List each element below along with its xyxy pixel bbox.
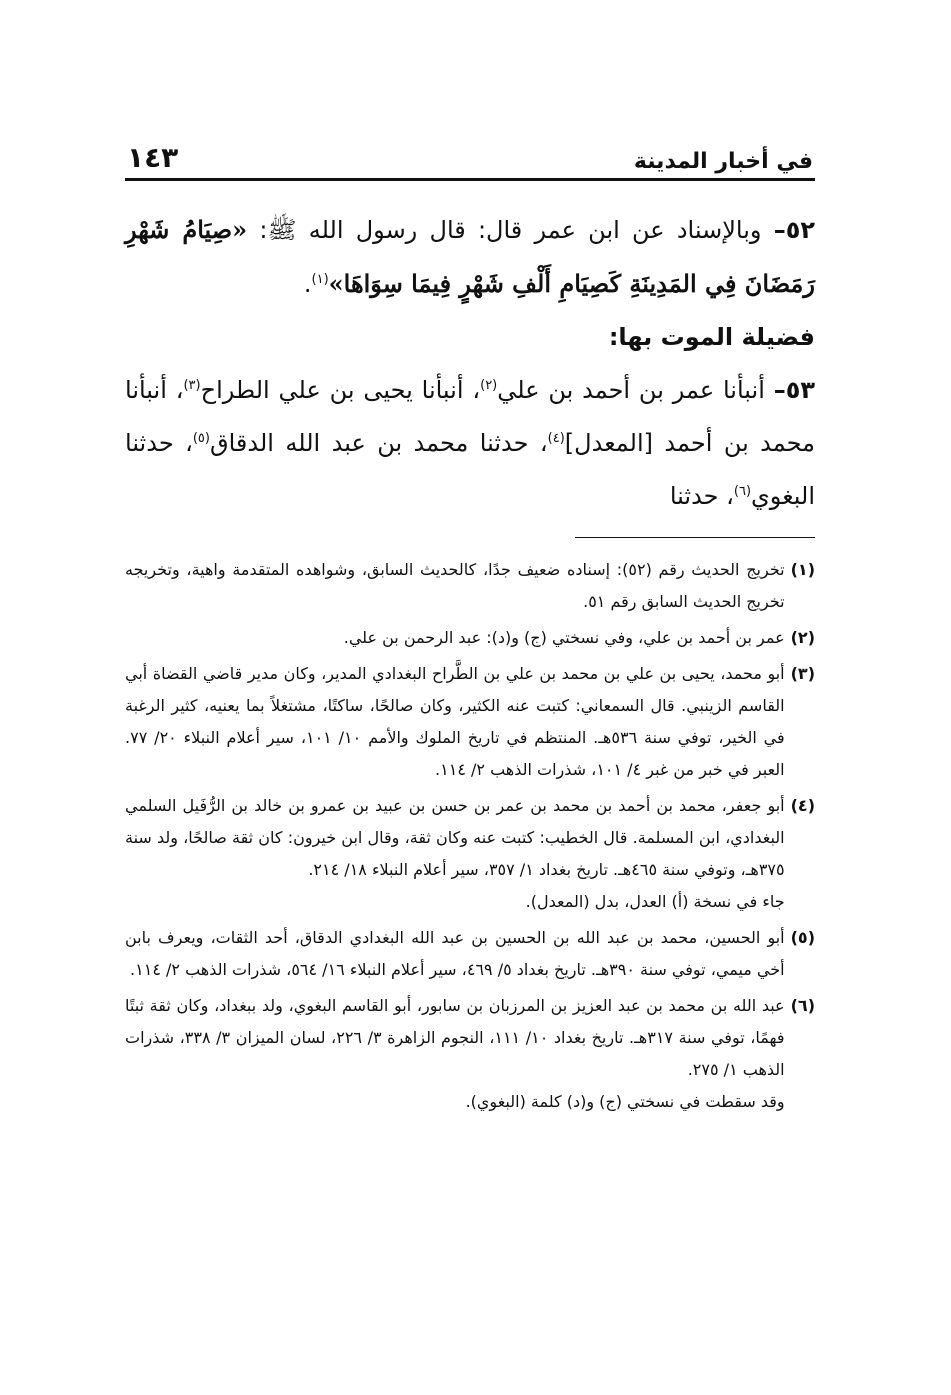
running-title: في أخبار المدينة: [633, 149, 813, 174]
footnote-mark: (١): [790, 560, 815, 579]
footnote-text: [125, 990, 785, 1118]
footnote-main: أبو جعفر، محمد بن أحمد بن محمد بن عمر بن حسن بن عبيد بن عمرو بن خالد بن الرُّفَيل السلمي البغدادي، ابن المسلمة. قال الخطيب: كتبت عنه وكان ثقة، وقال ابن خيرون: كان ثقة صالحًا، ولد سنة ٣٧٥هـ، وتوفي سنة ٤٦٥هـ. تاريخ بغداد ١/ ٣٥٧، سير أعلام النبلاء ١٨/ ٢١٤.: [125, 796, 785, 879]
hadith-end: .: [303, 270, 312, 298]
footnote-extra: وقد سقطت في نسختي (ج) و(د) كلمة (البغوي).: [465, 1092, 785, 1111]
footnote-text: عمر بن أحمد بن علي، وفي نسختي (ج) و(د): عبد الرحمن بن علي.: [343, 628, 785, 647]
footnote: [125, 658, 815, 786]
footnote-mark: (٦): [790, 996, 815, 1015]
footnote-ref: (٤): [547, 431, 565, 446]
section-heading: فضيلة الموت بها:: [608, 323, 815, 351]
chain-part: ، أنبأنا يحيى بن علي الطراح: [200, 376, 481, 404]
footnote-text: أبو الحسين، محمد بن عبد الله بن الحسين بن عبد الله البغدادي الدقاق، أحد الثقات، ويعرف بابن أخي ميمي، توفي سنة ٣٩٠هـ. تاريخ بغداد ٥/ ٤٦٩، سير أعلام النبلاء ١٦/ ٥٦٤، شذرات الذهب ٢/ ١١٤.: [125, 928, 785, 979]
footnote: [125, 790, 815, 918]
hadith-quote: «صِيَامُ شَهْرِ رَمَضَانَ فِي المَدِينَةِ كَصِيَامِ أَلْفِ شَهْرٍ فِيمَا سِوَاهَا»: [125, 215, 815, 298]
chain-part: أنبأنا عمر بن أحمد بن علي: [497, 376, 774, 404]
hadith-52: [125, 203, 815, 311]
footnote-ref: (٥): [192, 431, 210, 446]
main-text: [125, 203, 815, 523]
hadith-number: ٥٢–: [773, 216, 815, 244]
chain-part: ، حدثنا: [669, 482, 734, 510]
footnote-ref: (١): [311, 272, 329, 287]
footnote: [125, 554, 815, 618]
footnote: [125, 922, 815, 986]
footnote-main: عبد الله بن محمد بن عبد العزيز بن المرزبان بن سابور، أبو القاسم البغوي، ولد ببغداد، وكان ثقة ثبتًا فهمًا، توفي سنة ٣١٧هـ. تاريخ بغداد ١٠/ ١١١، النجوم الزاهرة ٣/ ٢٢٦، لسان الميزان ٣/ ٣٣٨، شذرات الذهب ١/ ٢٧٥.: [125, 996, 785, 1079]
chain-part: ، حدثنا محمد بن عبد الله الدقاق: [209, 429, 548, 457]
footnote-text: [125, 790, 785, 918]
footnote-separator: [575, 537, 815, 538]
footnote-mark: (٥): [790, 928, 815, 947]
footnote-ref: (٦): [733, 484, 752, 499]
footnote-mark: (٤): [790, 796, 815, 815]
chain-part: ، حدثنا البغوي: [125, 429, 815, 510]
footnote-mark: (٢): [790, 628, 815, 647]
hadith-text: وبالإسناد عن ابن عمر قال: قال رسول الله ﷺ:: [247, 216, 774, 244]
hadith-number: ٥٣–: [773, 376, 815, 404]
footnote-text: تخريج الحديث رقم (٥٢): إسناده ضعيف جدًا، كالحديث السابق، وشواهده المتقدمة واهية، وتخريجه تخريج الحديث السابق رقم ٥١.: [125, 560, 785, 611]
footnote: [125, 990, 815, 1118]
footnote-ref: (٢): [480, 378, 498, 393]
footnote-text: أبو محمد، يحيى بن علي بن محمد بن علي بن الطَّراح البغدادي المدير، وكان مدير قاضي القضاة أبي القاسم الزينبي. قال السمعاني: كتبت عنه الكثير، وكان صالحًا، ساكتًا، مشتغلاً بما يعنيه، كثير الرغبة في الخير، توفي سنة ٥٣٦هـ. المنتظم في تاريخ الملوك والأمم ١٠/ ١٠١، سير أعلام النبلاء ٢٠/ ٧٧. العبر في خبر من غبر ٤/ ١٠١، شذرات الذهب ٢/ ١١٤.: [125, 664, 785, 779]
footnote-ref: (٣): [183, 378, 201, 393]
footnotes: [125, 554, 815, 1118]
hadith-53: [125, 364, 815, 523]
footnote: [125, 622, 815, 654]
footnote-mark: (٣): [790, 664, 815, 683]
book-page: [125, 120, 815, 1122]
chain-part: ، أنبأنا محمد بن أحمد [المعدل]: [125, 376, 816, 457]
page-number: ١٤٣: [127, 141, 179, 174]
footnote-extra: جاء في نسخة (أ) العدل، بدل (المعدل).: [525, 892, 785, 911]
running-header: [125, 120, 815, 181]
